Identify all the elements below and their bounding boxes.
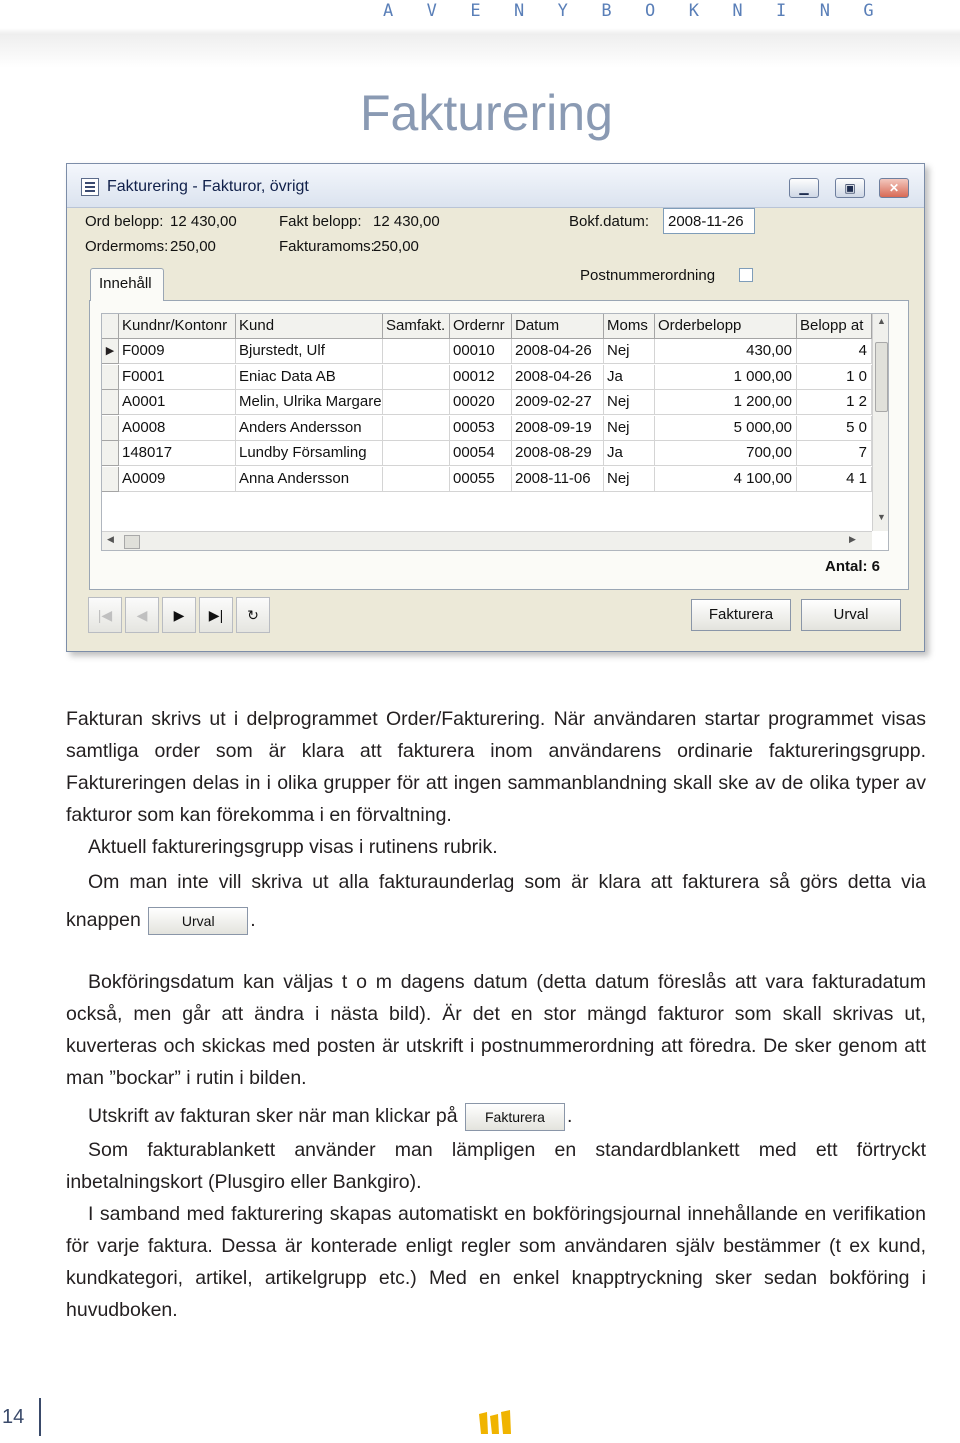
paragraph: Fakturan skrivs ut i delprogrammet Order/Fakturering. När användaren startar programmet visas samtliga order som är klara att fakturera inom användarens ordinarie faktureringsgrupp. Faktureringen delas in i olika grupper för att ingen sammanblandning skall ske av de olika typer av fakturor som kan förekomma i en förvaltning. bbox=[66, 708, 926, 826]
table-cell[interactable]: 1 0 bbox=[797, 365, 872, 390]
paragraph: Bokföringsdatum kan väljas t o m dagens datum (detta datum föreslås att vara fakturadatum också, men går att ändra i nästa bild). Är det en stor mängd fakturor som skall skrivas ut, kuverteras och skickas med posten är utskrift i postnummerordning att föredra. De sker genom att man ”bockar” i rutin i bilden. bbox=[66, 971, 926, 1089]
table-cell[interactable]: 00010 bbox=[450, 339, 512, 364]
table-cell[interactable]: 00053 bbox=[450, 416, 512, 441]
table-cell[interactable] bbox=[383, 467, 450, 492]
table-cell[interactable]: 2008-11-06 bbox=[512, 467, 604, 492]
table-cell[interactable]: 148017 bbox=[119, 441, 236, 466]
table-cell[interactable]: Ja bbox=[604, 365, 655, 390]
urval-button[interactable]: Urval bbox=[801, 599, 901, 631]
column-header[interactable]: Belopp at bbox=[797, 314, 872, 339]
window-title: Fakturering - Fakturor, övrigt bbox=[107, 178, 309, 195]
urval-inline-button: Urval bbox=[148, 907, 248, 935]
row-selector[interactable] bbox=[102, 441, 119, 466]
row-selector[interactable] bbox=[102, 467, 119, 492]
page-number-divider bbox=[39, 1398, 41, 1436]
scroll-thumb[interactable] bbox=[875, 342, 888, 412]
table-cell[interactable]: 00020 bbox=[450, 390, 512, 415]
ordermoms-label: Ordermoms: bbox=[85, 238, 169, 255]
paragraph-text: . bbox=[250, 909, 256, 931]
scroll-left-icon[interactable]: ◀ bbox=[107, 534, 114, 544]
paragraph bbox=[66, 863, 926, 939]
brand-name: A V E N Y B O K N I N G bbox=[383, 1, 886, 21]
table-cell[interactable]: F0001 bbox=[119, 365, 236, 390]
table-cell[interactable]: 4 1 bbox=[797, 467, 872, 492]
table-cell[interactable]: A0001 bbox=[119, 390, 236, 415]
window-app-icon bbox=[81, 178, 99, 196]
row-selector-header bbox=[102, 314, 119, 339]
vertical-scrollbar[interactable] bbox=[872, 314, 889, 531]
paragraph bbox=[66, 1100, 926, 1132]
table-cell[interactable] bbox=[383, 441, 450, 466]
bokf-datum-input[interactable]: 2008-11-26 bbox=[663, 208, 755, 234]
table-cell[interactable]: Nej bbox=[604, 339, 655, 364]
table-cell[interactable]: Lundby Församling bbox=[236, 441, 383, 466]
minimize-button[interactable]: ▁ bbox=[789, 178, 819, 198]
table-cell[interactable]: A0008 bbox=[119, 416, 236, 441]
table-cell[interactable]: 2008-09-19 bbox=[512, 416, 604, 441]
paragraph: Som fakturablankett använder man lämpligen en standardblankett med ett förtryckt inbetalningskort (Plusgiro eller Bankgiro). bbox=[66, 1139, 926, 1193]
table-cell[interactable]: 1 000,00 bbox=[655, 365, 797, 390]
table-cell[interactable]: Nej bbox=[604, 390, 655, 415]
scroll-down-icon[interactable]: ▼ bbox=[877, 512, 886, 522]
table-row[interactable] bbox=[102, 441, 872, 466]
table-row[interactable] bbox=[102, 390, 872, 415]
table-cell[interactable]: 700,00 bbox=[655, 441, 797, 466]
next-record-icon[interactable]: ▶ bbox=[162, 597, 196, 633]
maximize-button[interactable]: ▣ bbox=[835, 178, 865, 198]
row-selector[interactable] bbox=[102, 416, 119, 441]
window-titlebar bbox=[67, 164, 924, 208]
fakt-belopp-label: Fakt belopp: bbox=[279, 213, 362, 230]
ord-belopp-label: Ord belopp: bbox=[85, 213, 164, 230]
paragraph: I samband med fakturering skapas automatiskt en bokföringsjournal innehållande en verifikation för varje faktura. Dessa är konterade enligt regler som användaren själv bestämmer (t ex kund, kundkategori, artikel, artikelgrupp etc.) Med en enkel knapptryckning sker sedan bokföring i huvudboken. bbox=[66, 1203, 926, 1321]
table-row[interactable] bbox=[102, 467, 872, 492]
column-header[interactable]: Datum bbox=[512, 314, 604, 339]
tab-innehall[interactable]: Innehåll bbox=[90, 268, 164, 301]
bokf-datum-label: Bokf.datum: bbox=[569, 213, 650, 230]
last-record-icon[interactable]: ▶| bbox=[199, 597, 233, 633]
fakturamoms-value: 250,00 bbox=[373, 238, 419, 255]
ordermoms-value: 250,00 bbox=[170, 238, 216, 255]
page-number: 14 bbox=[2, 1406, 25, 1428]
table-cell[interactable]: Ja bbox=[604, 441, 655, 466]
publisher-logo-icon bbox=[478, 1410, 512, 1436]
postnummer-checkbox[interactable] bbox=[739, 268, 753, 282]
order-grid bbox=[101, 313, 889, 551]
table-cell[interactable]: 7 bbox=[797, 441, 872, 466]
postnummer-label: Postnummerordning bbox=[580, 267, 716, 284]
scroll-right-icon[interactable]: ▶ bbox=[849, 534, 856, 544]
table-cell[interactable]: 1 200,00 bbox=[655, 390, 797, 415]
table-cell[interactable]: Bjurstedt, Ulf bbox=[236, 339, 383, 364]
table-row[interactable] bbox=[102, 339, 872, 364]
column-header[interactable]: Samfakt. bbox=[383, 314, 450, 339]
table-cell[interactable]: Nej bbox=[604, 467, 655, 492]
horizontal-scrollbar[interactable] bbox=[102, 531, 872, 551]
column-header[interactable]: Ordernr bbox=[450, 314, 512, 339]
invoice-window bbox=[66, 163, 925, 652]
paragraph-text: Utskrift av fakturan sker när man klickar på bbox=[88, 1105, 458, 1127]
fakturera-inline-button: Fakturera bbox=[465, 1103, 565, 1131]
table-cell[interactable]: 2008-04-26 bbox=[512, 365, 604, 390]
table-cell[interactable]: A0009 bbox=[119, 467, 236, 492]
table-cell[interactable]: 430,00 bbox=[655, 339, 797, 364]
scroll-thumb[interactable] bbox=[124, 535, 140, 549]
scroll-up-icon[interactable]: ▲ bbox=[877, 316, 886, 326]
table-cell[interactable] bbox=[383, 365, 450, 390]
table-cell[interactable]: 1 2 bbox=[797, 390, 872, 415]
row-selector[interactable] bbox=[102, 365, 119, 390]
table-cell[interactable]: Anna Andersson bbox=[236, 467, 383, 492]
table-cell[interactable]: Nej bbox=[604, 416, 655, 441]
fakturamoms-label: Fakturamoms: bbox=[279, 238, 375, 255]
fakturera-button[interactable]: Fakturera bbox=[691, 599, 791, 631]
column-header[interactable]: Kund bbox=[236, 314, 383, 339]
table-cell[interactable]: 00054 bbox=[450, 441, 512, 466]
table-cell[interactable]: 5 000,00 bbox=[655, 416, 797, 441]
previous-record-icon[interactable]: ◀ bbox=[125, 597, 159, 633]
table-cell[interactable]: 2008-04-26 bbox=[512, 339, 604, 364]
table-cell[interactable]: Eniac Data AB bbox=[236, 365, 383, 390]
paragraph-text: . bbox=[566, 1105, 573, 1127]
refresh-icon[interactable]: ↻ bbox=[236, 597, 270, 633]
close-button[interactable]: ✕ bbox=[879, 178, 909, 198]
table-cell[interactable]: Anders Andersson bbox=[236, 416, 383, 441]
table-cell[interactable] bbox=[383, 390, 450, 415]
paragraph-text: Om man inte vill skriva ut alla fakturaunderlag som är klara att fakturera så görs detta via knappen bbox=[66, 871, 926, 931]
current-row-indicator-icon[interactable]: ▶ bbox=[102, 339, 119, 364]
table-cell[interactable] bbox=[383, 339, 450, 364]
fakt-belopp-value: 12 430,00 bbox=[373, 213, 440, 230]
record-navigator bbox=[88, 597, 274, 633]
table-cell[interactable]: F0009 bbox=[119, 339, 236, 364]
ord-belopp-value: 12 430,00 bbox=[170, 213, 237, 230]
grid-header bbox=[102, 314, 872, 339]
first-record-icon[interactable]: |◀ bbox=[88, 597, 122, 633]
table-cell[interactable] bbox=[383, 416, 450, 441]
row-selector[interactable] bbox=[102, 390, 119, 415]
table-row[interactable] bbox=[102, 416, 872, 441]
column-header[interactable]: Kundnr/Kontonr bbox=[119, 314, 236, 339]
table-cell[interactable]: 00055 bbox=[450, 467, 512, 492]
column-header[interactable]: Orderbelopp bbox=[655, 314, 797, 339]
table-cell[interactable]: 4 100,00 bbox=[655, 467, 797, 492]
table-cell[interactable]: 2009-02-27 bbox=[512, 390, 604, 415]
table-cell[interactable]: 00012 bbox=[450, 365, 512, 390]
paragraph: Aktuell faktureringsgrupp visas i rutinens rubrik. bbox=[88, 836, 498, 858]
column-header[interactable]: Moms bbox=[604, 314, 655, 339]
table-cell[interactable]: 4 bbox=[797, 339, 872, 364]
table-cell[interactable]: 2008-08-29 bbox=[512, 441, 604, 466]
table-cell[interactable]: Melin, Ulrika Margare bbox=[236, 390, 383, 415]
row-count: Antal: 6 bbox=[825, 558, 881, 575]
page-title: Fakturering bbox=[360, 85, 613, 141]
table-row[interactable] bbox=[102, 365, 872, 390]
table-cell[interactable]: 5 0 bbox=[797, 416, 872, 441]
